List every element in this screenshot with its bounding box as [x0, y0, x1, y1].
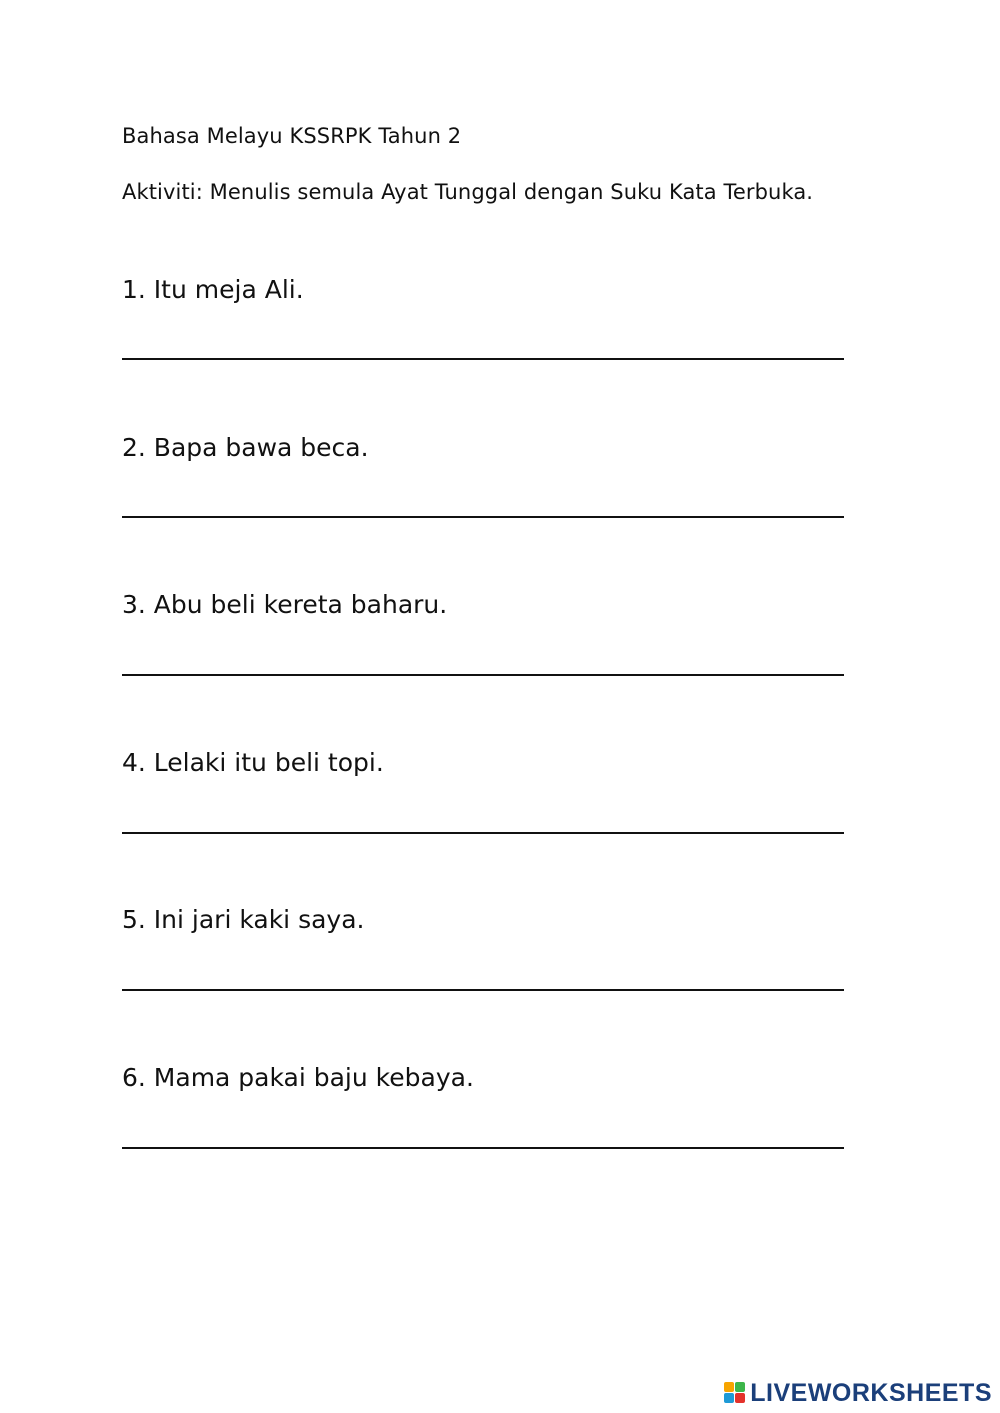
answer-line-2[interactable] — [122, 516, 844, 518]
liveworksheets-icon — [724, 1382, 746, 1404]
question-5: 5. Ini jari kaki saya. — [122, 905, 365, 934]
question-1: 1. Itu meja Ali. — [122, 275, 304, 304]
answer-line-1[interactable] — [122, 358, 844, 360]
answer-line-5[interactable] — [122, 989, 844, 991]
question-3: 3. Abu beli kereta baharu. — [122, 590, 448, 619]
question-6: 6. Mama pakai baju kebaya. — [122, 1063, 474, 1092]
subject-title: Bahasa Melayu KSSRPK Tahun 2 — [122, 124, 462, 148]
question-4: 4. Lelaki itu beli topi. — [122, 748, 384, 777]
answer-line-3[interactable] — [122, 674, 844, 676]
activity-instruction: Aktiviti: Menulis semula Ayat Tunggal dengan Suku Kata Terbuka. — [122, 180, 814, 204]
question-2: 2. Bapa bawa beca. — [122, 433, 369, 462]
brand-name: LIVEWORKSHEETS — [750, 1378, 992, 1407]
answer-line-4[interactable] — [122, 832, 844, 834]
answer-line-6[interactable] — [122, 1147, 844, 1149]
liveworksheets-logo — [724, 1380, 992, 1406]
